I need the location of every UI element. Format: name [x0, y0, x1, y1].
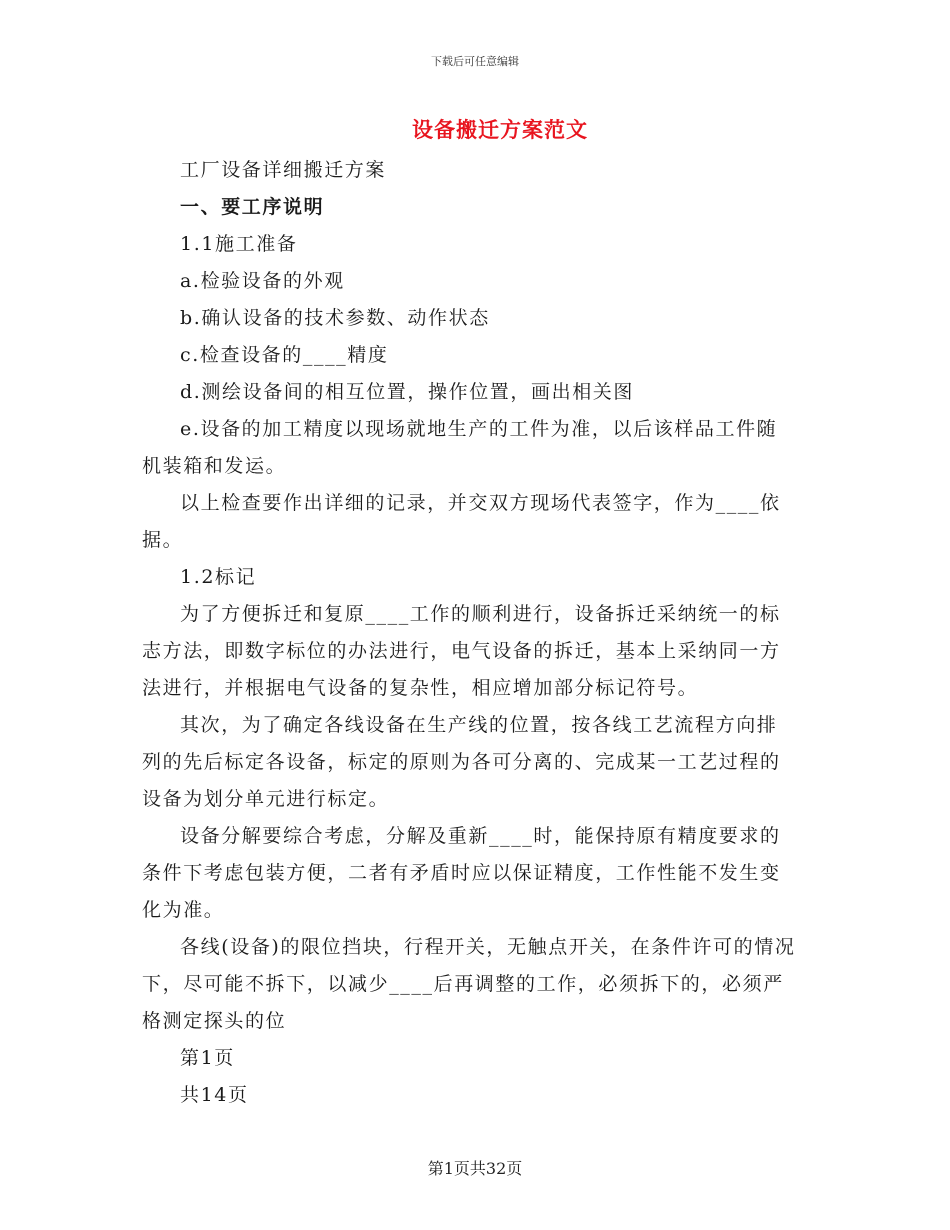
paragraph: 各线(设备)的限位挡块，行程开关，无触点开关，在条件许可的情况下，尽可能不拆下，以减少____后再调整的工作，必须拆下的，必须严格测定探头的位 — [142, 936, 796, 1032]
paragraph: 为了方便拆迁和复原____工作的顺利进行，设备拆迁采纳统一的标志方法，即数字标位的办法进行，电气设备的拆迁，基本上采纳同一方法进行，并根据电气设备的复杂性，相应增加部分标记符号。 — [142, 603, 781, 699]
paragraph-subtitle: 工厂设备详细搬迁方案 — [180, 159, 387, 181]
section-heading: 一、要工序说明 — [180, 196, 325, 218]
list-item: c.检查设备的____精度 — [180, 344, 389, 366]
paragraph: 设备分解要综合考虑，分解及重新____时，能保持原有精度要求的条件下考虑包装方便，二者有矛盾时应以保证精度，工作性能不发生变化为准。 — [142, 825, 781, 921]
list-item: d.测绘设备间的相互位置，操作位置，画出相关图 — [180, 381, 635, 403]
document-title: 设备搬迁方案范文 — [412, 117, 588, 142]
subsection-heading: 1.2标记 — [180, 566, 257, 588]
paragraph: 其次，为了确定各线设备在生产线的位置，按各线工艺流程方向排列的先后标定各设备，标定的原则为各可分离的、完成某一工艺过程的设备为划分单元进行标定。 — [142, 714, 781, 810]
list-item: e.设备的加工精度以现场就地生产的工件为准，以后该样品工件随机装箱和发运。 — [142, 418, 778, 477]
inline-page-total: 共14页 — [180, 1084, 249, 1106]
inline-page-number: 第1页 — [180, 1047, 235, 1069]
paragraph: 以上检查要作出详细的记录，并交双方现场代表签字，作为____依据。 — [142, 492, 781, 551]
page-footer: 第1页共32页 — [427, 1159, 523, 1178]
document-body — [142, 152, 797, 1114]
subsection-heading: 1.1施工准备 — [180, 233, 298, 255]
list-item: b.确认设备的技术参数、动作状态 — [180, 307, 490, 329]
header-note: 下载后可任意编辑 — [431, 55, 519, 68]
list-item: a.检验设备的外观 — [180, 270, 345, 292]
